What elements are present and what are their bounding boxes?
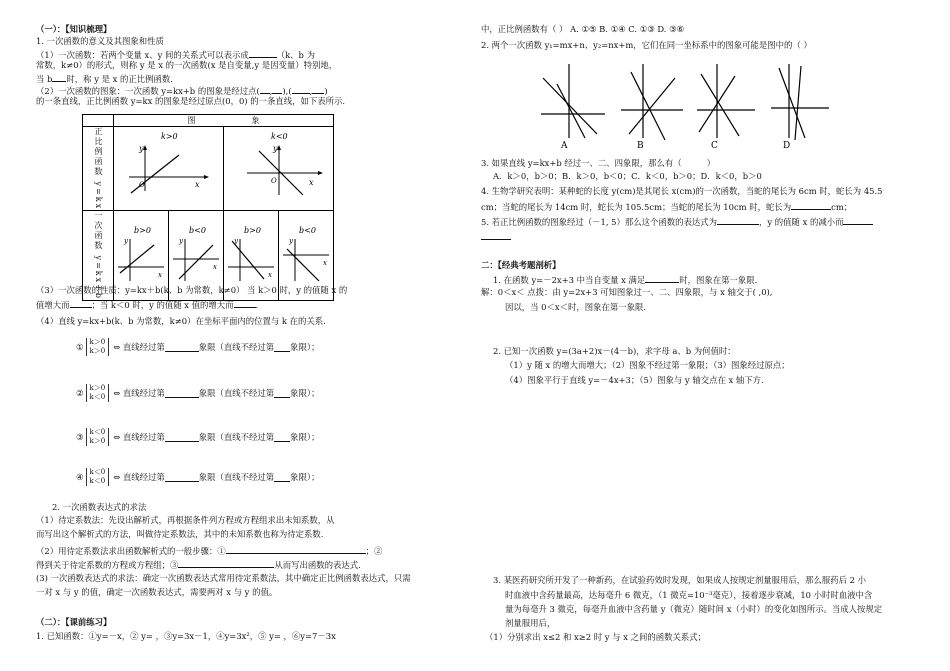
label: b<0 xyxy=(299,226,316,236)
text: （2）一次函数的图象：一次函数 y=kx+b 的图象是经过点( xyxy=(36,86,260,96)
condition-brace xyxy=(86,384,110,402)
text: 当 b xyxy=(36,74,53,84)
paragraph: 2. 一次函数表达式的求法 xyxy=(52,502,147,512)
condition-brace xyxy=(86,428,110,446)
paragraph: 2. 两个一次函数 y₁=mx+n、y₂=nx+m，它们在同一坐标系中的图象可能是图中的（ ） xyxy=(481,40,812,50)
blank xyxy=(309,84,324,96)
label: x xyxy=(213,263,217,272)
table-header xyxy=(114,115,334,127)
blank xyxy=(260,84,270,94)
label: y xyxy=(124,237,128,246)
paragraph xyxy=(36,558,361,571)
section-title-classic: 二：【经典考题剖析】 xyxy=(481,260,561,270)
text: ⇔ 直线经过第 xyxy=(113,387,165,398)
blank xyxy=(165,388,199,398)
text: cm； xyxy=(831,202,853,212)
label: k<0 xyxy=(270,132,288,142)
row-label-proportional xyxy=(83,127,114,211)
label: x xyxy=(323,259,327,268)
text: ；② xyxy=(365,546,383,556)
paragraph: 量为每毫升 3 微克，每毫升血液中含药量 y（微克）随时间 x（小时）的变化如图所示。当成人按规定 xyxy=(505,604,883,614)
blank xyxy=(292,84,310,94)
paragraph: （1）分别求出 x≤2 和 x≥2 时 y 与 x 之间的函数关系式； xyxy=(485,632,706,642)
text: 象限）； xyxy=(290,471,320,482)
label: y xyxy=(272,144,278,154)
graph-cell xyxy=(114,127,224,211)
condition: k＞0 xyxy=(89,384,106,392)
text: 象限（直线不经过第 xyxy=(198,431,275,442)
text: 5. 若正比例函数的图象经过（－1, 5）那么这个函数的表达式为 xyxy=(481,217,718,227)
graph-kneg-bpos xyxy=(224,223,278,285)
blank xyxy=(234,298,256,308)
graph-b xyxy=(621,64,683,150)
label: O xyxy=(270,177,277,186)
text: cm；当蛇的尾长为 14cm 时，蛇长为 105.5cm；当蛇的尾长为 10cm 时，蛇长为 xyxy=(481,202,792,212)
text: 象限（直线不经过第 xyxy=(198,471,275,482)
blank xyxy=(843,215,873,225)
text: 象限）； xyxy=(290,431,320,442)
paragraph xyxy=(481,215,873,228)
section-title-knowledge: （一）：【知识梳理】 xyxy=(36,24,112,34)
text: 从而写出函数的表达式. xyxy=(274,560,361,570)
label: x xyxy=(158,271,162,280)
text: 象限）； xyxy=(290,341,320,352)
blank xyxy=(274,432,290,442)
label: b>0 xyxy=(244,226,261,236)
label: x xyxy=(308,178,314,188)
blank xyxy=(481,230,511,240)
label: k>0 xyxy=(160,132,178,142)
label: x xyxy=(268,271,272,280)
condition: k＜0 xyxy=(89,393,106,402)
text: 时，称 y 是 x 的正比例函数. xyxy=(66,74,173,84)
paragraph: 1. 已知函数：①y=－x，② y= ，③y=3x－1，④y=3x²，⑤ y= ，⑥y=7－3x xyxy=(36,631,336,641)
label: O xyxy=(138,181,145,190)
condition: k＜0 xyxy=(89,468,106,476)
graph-label: D xyxy=(783,141,791,150)
blank xyxy=(645,273,679,283)
condition: k＜0 xyxy=(89,428,106,436)
label: y xyxy=(179,237,183,246)
paragraph xyxy=(481,158,715,169)
condition: k＜0 xyxy=(89,477,106,486)
graph-d xyxy=(771,64,829,150)
graph-cell xyxy=(224,127,334,211)
condition-brace xyxy=(86,338,110,356)
graph-k-negative xyxy=(225,129,333,205)
label: y xyxy=(234,237,238,246)
blank xyxy=(274,388,290,398)
paragraph: 1. 一次函数的意义及其图象和性质 xyxy=(36,36,164,46)
row-label: 一次函数 y=kx+b xyxy=(94,211,103,301)
paragraph: (3) 一次函数表达式的求法：确定一次函数表达式常用待定系数法，其中确定正比例函数表达式，只需 xyxy=(36,573,411,583)
label: b<0 xyxy=(189,226,206,236)
paragraph: （1）待定系数法：先设出解析式，再根据条件列方程或方程组求出未知系数，从 xyxy=(36,515,335,525)
paragraph: （3）一次函数的性质：y=kx＋b(k、b 为常数，k≠0） 当 k＞0 时，y 的值随 x 的 xyxy=(36,285,348,295)
condition: k＞0 xyxy=(89,338,106,346)
table-corner xyxy=(83,115,114,127)
paragraph: 中，正比例函数有（ ） A. ①⑤ B. ①④ C. ①③ D. ③⑥ xyxy=(481,24,685,34)
label: y xyxy=(289,237,293,246)
text: ；当 k＜0 时，y 的值随 x 值的增大而 xyxy=(91,300,234,310)
paragraph: 4. 生物学研究表明：某种蛇的长度 y(cm)是其尾长 x(cm)的一次函数，当蛇的尾长为 6cm 时，蛇长为 45.5 xyxy=(481,186,883,196)
graph-kneg-bneg xyxy=(279,223,333,285)
function-graph-table xyxy=(82,114,334,301)
graph-c xyxy=(697,64,755,150)
header-text: 象 xyxy=(251,115,260,125)
text: 时，图象在第一象限. xyxy=(679,275,758,285)
graph-label: C xyxy=(711,141,718,150)
text: ） xyxy=(706,158,716,168)
label: y xyxy=(138,144,144,154)
blank xyxy=(274,342,290,352)
paragraph: 的一条直线，正比例函数 y=kx 的图象是经过原点(0，0) 的一条直线，如下表所示. xyxy=(36,96,346,106)
section-title-practice: （二）：【课前练习】 xyxy=(36,617,112,627)
text: （k、b 为 xyxy=(276,50,315,60)
text: 3. 如果直线 y=kx+b 经过一、二、四象限，那么有（ xyxy=(481,158,682,168)
row-label: 正比例函数 y=kx xyxy=(94,127,103,211)
blank xyxy=(249,48,277,58)
blank xyxy=(269,84,282,96)
graph-kpos-bneg xyxy=(169,223,223,285)
text: （2）用待定系数法求出函数解析式的一般步骤：① xyxy=(36,546,226,556)
paragraph: 时血液中含药量最高，达每毫升 6 微克，（1 微克=10⁻³毫克），接着逐步衰减，10 小时时血液中含 xyxy=(505,590,873,600)
paragraph: （4）直线 y=kx+b(k、b 为常数，k≠0）在坐标平面内的位置与 k 在的关系. xyxy=(36,316,326,326)
paragraph: （4）图象平行于直线 y=－4x+3；（5）图象与 y 轴交点在 x 轴下方. xyxy=(505,375,764,385)
graph-k-positive xyxy=(115,129,223,205)
graph-label: B xyxy=(637,141,644,150)
paragraph: 而写出这个解析式的方法，叫做待定系数法，其中的未知系数也称为待定系数. xyxy=(36,529,324,539)
text: ⇔ 直线经过第 xyxy=(113,431,165,442)
blank xyxy=(717,215,759,225)
paragraph: 剂量服用后， xyxy=(505,618,556,628)
graph-label: A xyxy=(561,141,568,150)
text: 象限）； xyxy=(290,387,320,398)
case-row xyxy=(76,384,319,402)
blank xyxy=(70,298,92,308)
blank xyxy=(791,200,831,210)
paragraph: 2. 已知一次函数 y=(3a+2)x－(4－b)，求字母 a、b 为何值时： xyxy=(493,346,736,356)
text: , xyxy=(269,86,273,96)
paragraph: 解：0＜x＜ 点拨：由 y=2x+3 可知图象过一、二、四象限，与 x 轴交于( ,0), xyxy=(481,287,773,297)
condition-brace xyxy=(86,468,110,486)
label: x xyxy=(194,180,200,190)
graph-kpos-bpos xyxy=(114,223,168,285)
case-number: ③ xyxy=(76,431,84,442)
case-row xyxy=(76,338,319,356)
text: 值增大而 xyxy=(36,300,70,310)
text: 象限（直线不经过第 xyxy=(198,341,275,352)
text: ) xyxy=(324,86,328,96)
text: ，y 的值随 x 的减小而 xyxy=(759,217,844,227)
paragraph: 3. 某医药研究所开发了一种新药，在试验药效时发现，如果成人按规定剂量服用后，那么服药后 2 小 xyxy=(493,575,867,585)
graph-a xyxy=(541,64,605,150)
blank xyxy=(274,472,290,482)
paragraph xyxy=(36,48,315,61)
paragraph xyxy=(36,84,328,97)
text: ⇔ 直线经过第 xyxy=(113,341,165,352)
blank xyxy=(165,432,199,442)
paragraph xyxy=(481,200,852,213)
text: （1）一次函数：若两个变量 x、y 间的关系式可以表示成 xyxy=(36,50,249,60)
paragraph xyxy=(493,273,757,286)
blank xyxy=(226,544,366,554)
case-number: ④ xyxy=(76,471,84,482)
blank xyxy=(178,558,274,568)
text: ⇔ 直线经过第 xyxy=(113,471,165,482)
text: 1. 在函数 y=－2x+3 中当自变量 x 满足 xyxy=(493,275,646,285)
blank-line xyxy=(481,230,511,243)
paragraph: A．k＞0，b＞0；B．k＞0，b＜0；C．k＜0，b＞0；D．k＜0，b＞0 xyxy=(493,171,762,181)
paragraph xyxy=(36,298,258,311)
label: b>0 xyxy=(134,226,151,236)
question2-graphs xyxy=(539,54,839,150)
paragraph: 一对 x 与 y 的值，确定一次函数表达式，需要两对 x 与 y 的值。 xyxy=(36,587,278,597)
case-row xyxy=(76,468,319,486)
paragraph: 常数，k≠0）的形式，则称 y 是 x 的一次函数(x 是自变量,y 是因变量）特别地， xyxy=(36,60,338,70)
text: 象限（直线不经过第 xyxy=(198,387,275,398)
case-number: ① xyxy=(76,341,84,352)
paragraph: （1）y 随 x 的增大而增大；（2）图象不经过第一象限；（3）图象经过原点； xyxy=(505,360,790,370)
condition: k＞0 xyxy=(89,347,106,356)
paragraph xyxy=(36,72,173,85)
text: ),( xyxy=(282,86,292,96)
case-number: ② xyxy=(76,387,84,398)
text: , xyxy=(309,86,313,96)
blank xyxy=(165,342,199,352)
blank xyxy=(52,72,66,82)
condition: k＞0 xyxy=(89,437,106,446)
text: . xyxy=(255,300,259,310)
header-text: 图 xyxy=(187,115,196,125)
paragraph xyxy=(36,544,382,557)
text: 得到关于待定系数的方程或方程组；③ xyxy=(36,560,179,570)
paragraph: 因以，当 0＜x＜时，图象在第一象限. xyxy=(505,302,646,312)
blank xyxy=(165,472,199,482)
case-row xyxy=(76,428,319,446)
